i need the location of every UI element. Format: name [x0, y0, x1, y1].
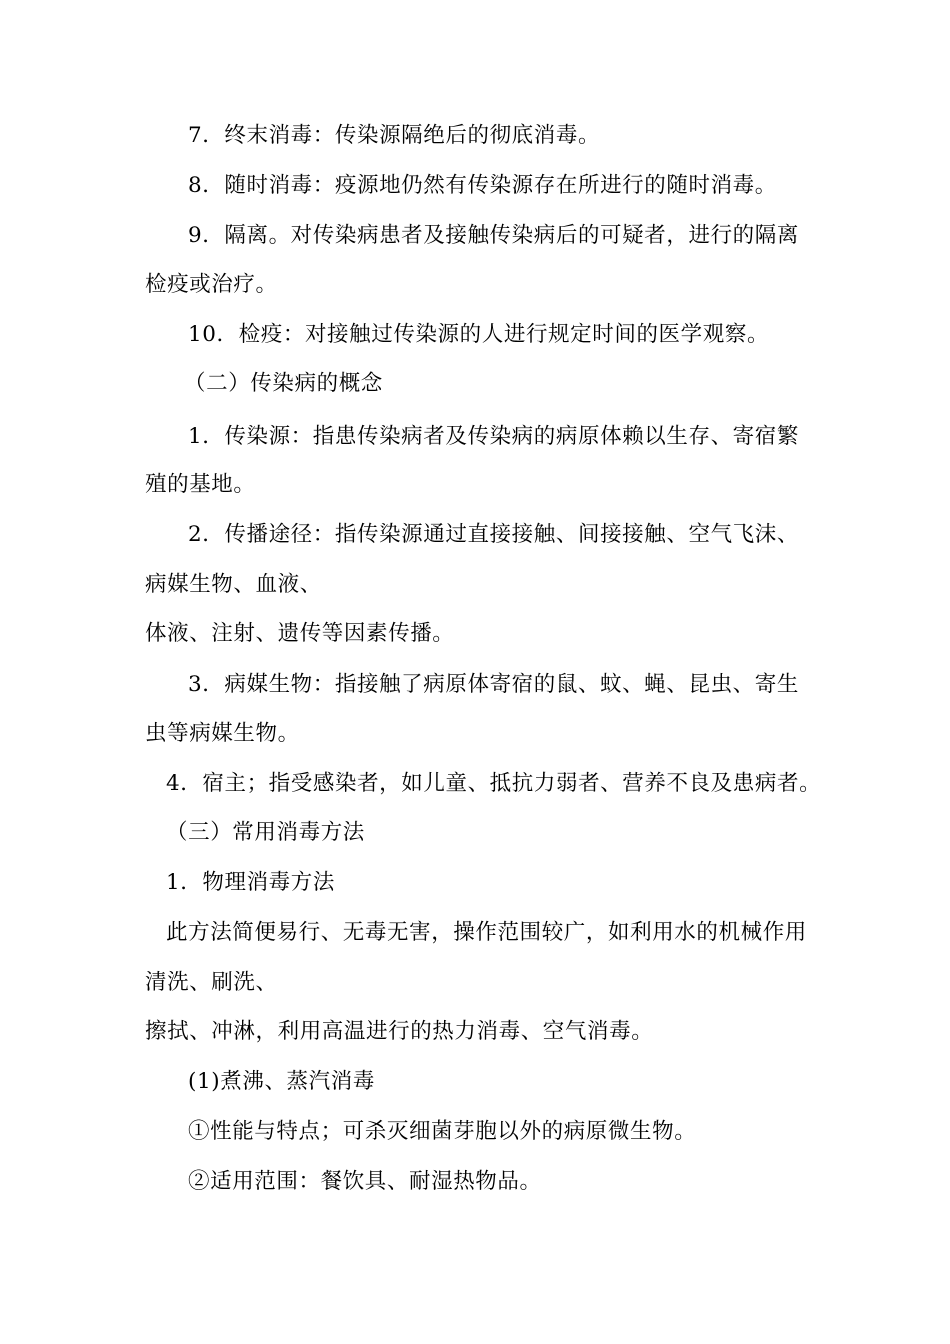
paragraph-isolation-line-2: 检疫或治疗。 — [145, 272, 278, 297]
paragraph-terminal-disinfection: 7．终末消毒：传染源隔绝后的彻底消毒。 — [188, 123, 601, 148]
paragraph-host: 4．宿主；指受感染者，如儿童、抵抗力弱者、营养不良及患病者。 — [166, 771, 822, 796]
paragraph-source-of-infection-line-1: 1．传染源：指患传染病者及传染病的病原体赖以生存、寄宿繁 — [188, 424, 799, 449]
paragraph-transmission-route-line-2: 病媒生物、血液、 — [145, 572, 322, 597]
item-scope-of-application: ②适用范围：餐饮具、耐湿热物品。 — [188, 1169, 542, 1194]
section-heading-disinfection-methods: （三）常用消毒方法 — [166, 820, 365, 845]
paragraph-quarantine: 10．检疫：对接触过传染源的人进行规定时间的医学观察。 — [188, 322, 770, 347]
paragraph-physical-method-line-3: 擦拭、冲淋，利用高温进行的热力消毒、空气消毒。 — [145, 1019, 654, 1044]
subheading-physical-disinfection: 1．物理消毒方法 — [166, 870, 335, 895]
paragraph-source-of-infection-line-2: 殖的基地。 — [145, 472, 256, 497]
paragraph-vector-organisms-line-1: 3．病媒生物：指接触了病原体寄宿的鼠、蚊、蝇、昆虫、寄生 — [188, 672, 799, 697]
paragraph-transmission-route-line-3: 体液、注射、遗传等因素传播。 — [145, 621, 455, 646]
paragraph-concurrent-disinfection: 8．随时消毒：疫源地仍然有传染源存在所进行的随时消毒。 — [188, 173, 777, 198]
paragraph-transmission-route-line-1: 2．传播途径：指传染源通过直接接触、间接接触、空气飞沫、 — [188, 522, 799, 547]
paragraph-physical-method-line-2: 清洗、刷洗、 — [145, 970, 278, 995]
paragraph-physical-method-line-1: 此方法简便易行、无毒无害，操作范围较广，如利用水的机械作用 — [166, 920, 807, 945]
subheading-boiling-steam: (1)煮沸、蒸汽消毒 — [188, 1069, 375, 1094]
paragraph-isolation-line-1: 9．隔离。对传染病患者及接触传染病后的可疑者，进行的隔离 — [188, 223, 799, 248]
paragraph-vector-organisms-line-2: 虫等病媒生物。 — [145, 721, 300, 746]
section-heading-infectious-disease-concepts: （二）传染病的概念 — [184, 371, 383, 396]
item-properties-features: ①性能与特点；可杀灭细菌芽胞以外的病原微生物。 — [188, 1119, 697, 1144]
